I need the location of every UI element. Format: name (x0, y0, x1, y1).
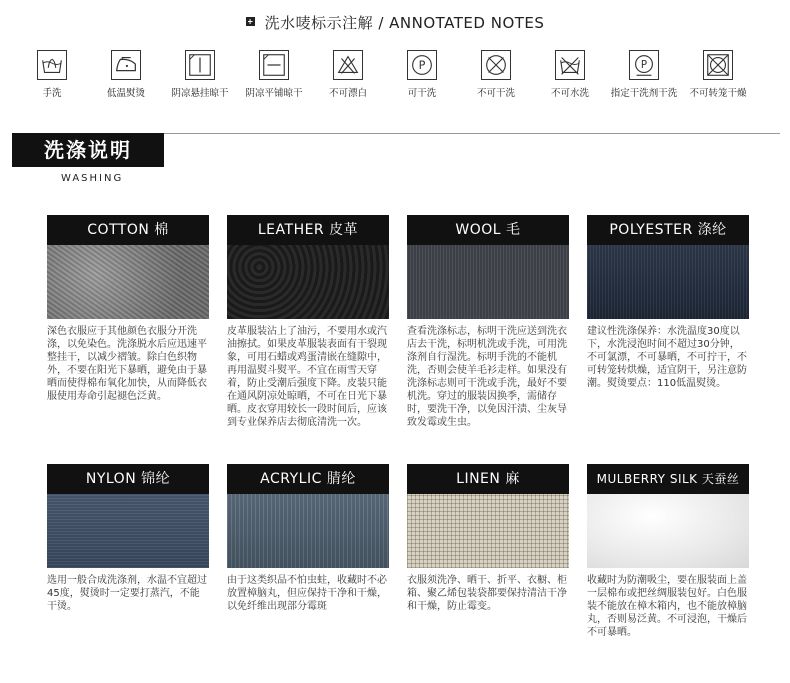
svg-text:P: P (418, 59, 426, 73)
fabric-description: 查看洗涤标志，标明干洗应送到洗衣店去干洗，标明机洗或手洗，可用洗涤剂自行湿洗。标明手洗的不能机洗，否则会使羊毛衫走样。如果没有洗涤标志则可干洗或手洗，最好不要机洗。穿过的服装因换季，需储存时，要洗干净，以免因汗渍、尘灰导致发霉或生虫。 (407, 326, 567, 428)
washing-subtitle: WASHING (61, 173, 124, 184)
symbol-no-tumble-dry (678, 50, 758, 99)
washing-title-bar (12, 133, 164, 167)
fabric-title: LEATHER 皮革 (227, 215, 389, 245)
symbol-label: 低温熨烫 (106, 88, 145, 99)
fabric-card-linen (407, 464, 569, 613)
specified-dry-clean-icon (629, 50, 659, 80)
fabric-swatch-leather (227, 245, 389, 319)
fabric-swatch-acrylic (227, 494, 389, 568)
symbol-label: 不可转笼干燥 (689, 88, 747, 99)
fabric-title: WOOL 毛 (407, 215, 569, 245)
symbol-label: 可干洗 (407, 88, 437, 99)
fabric-swatch-linen (407, 494, 569, 568)
dry-clean-icon (407, 50, 437, 80)
symbol-label: 指定干洗剂干洗 (610, 88, 678, 99)
no-tumble-dry-icon (703, 50, 733, 80)
symbol-label: 不可干洗 (476, 88, 515, 99)
fabric-description: 由于这类织品不怕虫蛀，收藏时不必放置樟脑丸，但应保持干净和干燥，以免纤维出现部分霉斑 (227, 575, 387, 612)
washing-title: 洗涤说明 (44, 138, 132, 162)
symbol-label: 不可漂白 (328, 88, 367, 99)
line-dry-shade-icon (185, 50, 215, 80)
hand-wash-icon (37, 50, 67, 80)
symbol-line-dry-shade (160, 50, 240, 99)
fabric-description: 衣服须洗净、晒干、折平、衣橱、柜箱、聚乙烯包装袋都要保持清洁干净和干燥，防止霉变。 (407, 575, 567, 612)
symbol-dry-clean (382, 50, 462, 99)
fabric-title: ACRYLIC 腈纶 (227, 464, 389, 494)
no-water-wash-icon (555, 50, 585, 80)
low-iron-icon (111, 50, 141, 80)
square-plus-icon (246, 17, 255, 26)
fabric-swatch-silk (587, 494, 749, 568)
fabric-title: COTTON 棉 (47, 215, 209, 245)
fabric-swatch-wool (407, 245, 569, 319)
fabric-description: 选用一般合成洗涤剂，水温不宜超过45度，熨烫时一定要打蒸汽，不能干烫。 (47, 575, 207, 612)
fabric-card-polyester (587, 215, 749, 390)
fabric-description: 皮革服装沾上了油污，不要用水或汽油擦拭。如果皮革服装表面有干裂现象，可用石蜡或鸡蛋清嵌在缝隙中，再用温熨斗熨平。不宜在雨雪天穿着，防止受潮后强度下降。皮装只能在通风阴凉处晾晒，不可在日光下暴晒。皮衣穿用较长一段时间后，应该到专业保养店去彻底清洗一次。 (227, 326, 387, 428)
fabric-title: POLYESTER 涤纶 (587, 215, 749, 245)
svg-text:P: P (640, 58, 648, 71)
section-header-text: 洗水唛标示注解 / ANNOTATED NOTES (264, 14, 545, 32)
symbol-flat-dry-shade (234, 50, 314, 99)
fabric-title: NYLON 锦纶 (47, 464, 209, 494)
symbol-no-dry-clean (456, 50, 536, 99)
fabric-description: 收藏时为防潮吸尘，要在服装面上盖一层棉布或把丝绸服装包好。白色服装不能放在樟木箱内，也不能放樟脑丸，否则易泛黄。不可浸泡，干燥后不可暴晒。 (587, 575, 747, 638)
fabric-card-leather (227, 215, 389, 429)
symbol-no-water-wash (530, 50, 610, 99)
no-bleach-icon (333, 50, 363, 80)
care-symbol-legend (0, 50, 790, 110)
symbol-label: 阴凉悬挂晾干 (171, 88, 229, 99)
symbol-label: 手洗 (42, 88, 62, 99)
fabric-description: 深色衣服应于其他颜色衣服分开洗涤，以免染色。洗涤脱水后应迅速平整挂干，以减少褶皱。除白色织物外，不要在阳光下暴晒，避免由于暴晒而使得棉布氧化加快，从而降低衣服使用寿命引起褪色泛黄。 (47, 326, 207, 402)
fabric-title: MULBERRY SILK 天蚕丝 (587, 464, 749, 494)
fabric-swatch-nylon (47, 494, 209, 568)
fabric-swatch-cotton (47, 245, 209, 319)
symbol-low-iron (86, 50, 166, 99)
fabric-card-nylon (47, 464, 209, 613)
symbol-specified-dry-clean (604, 50, 684, 99)
symbol-no-bleach (308, 50, 388, 99)
fabric-card-acrylic (227, 464, 389, 613)
fabric-description: 建议性洗涤保养：水洗温度30度以下，水洗浸泡时间不超过30分钟，不可氯漂，不可暴晒，不可拧干，不可转笼转烘燥，适宜阴干，另注意防潮。熨烫要点：110低温熨烫。 (587, 326, 747, 389)
symbol-hand-wash (12, 50, 92, 99)
fabric-swatch-polyester (587, 245, 749, 319)
fabric-card-cotton (47, 215, 209, 403)
no-dry-clean-icon (481, 50, 511, 80)
fabric-title: LINEN 麻 (407, 464, 569, 494)
section-header (0, 12, 790, 33)
flat-dry-shade-icon (259, 50, 289, 80)
symbol-label: 阴凉平铺晾干 (245, 88, 303, 99)
fabric-card-silk (587, 464, 749, 639)
fabric-card-wool (407, 215, 569, 429)
symbol-label: 不可水洗 (550, 88, 589, 99)
